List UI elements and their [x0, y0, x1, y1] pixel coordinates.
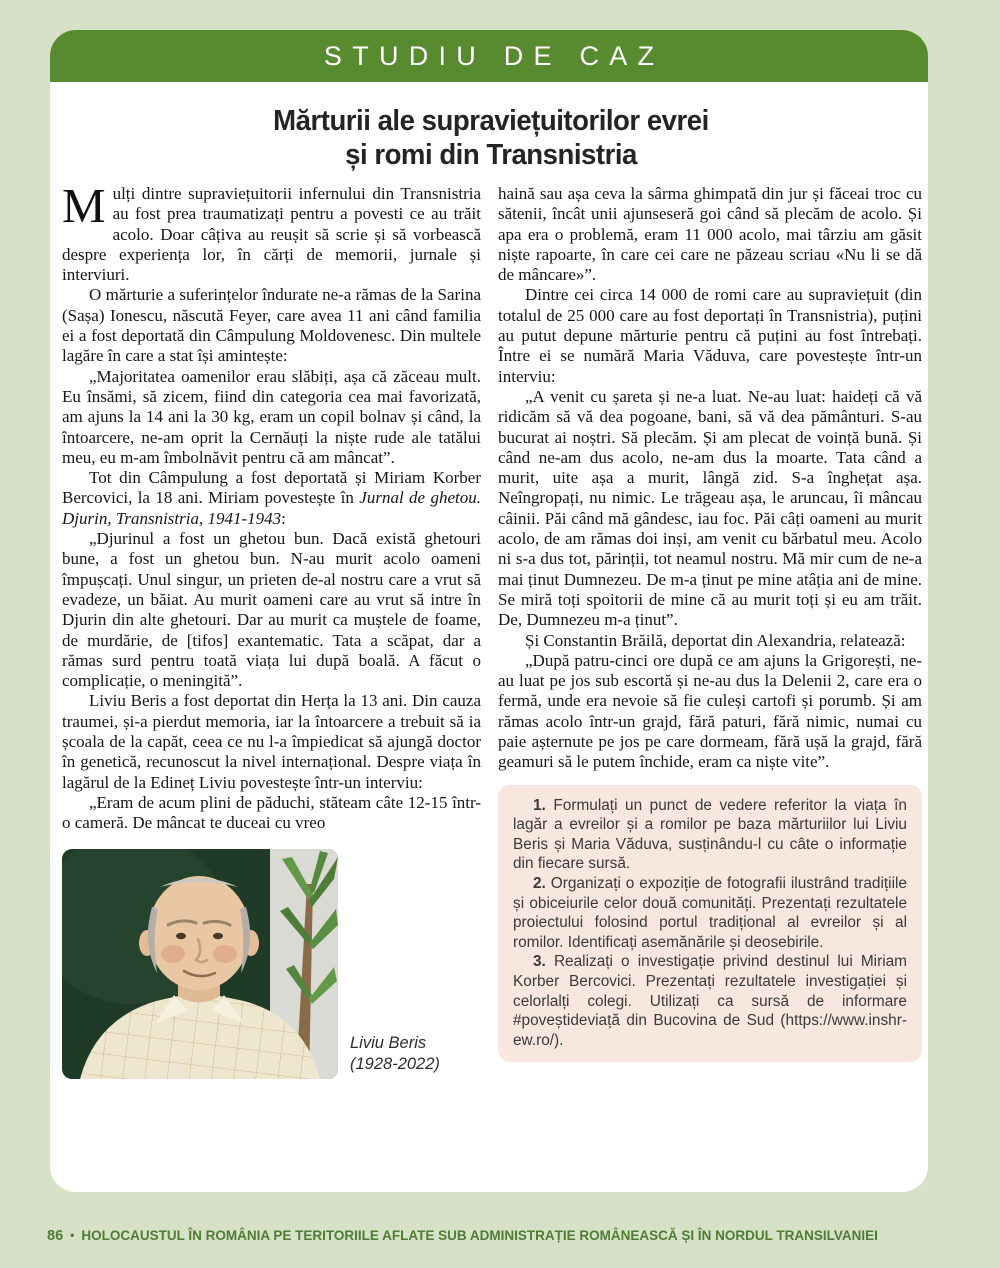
two-column-layout — [62, 178, 922, 1079]
left-column-text — [62, 178, 481, 834]
paragraph: Și Constantin Brăilă, deportat din Alexandria, relatează: — [525, 630, 906, 650]
case-study-card — [50, 30, 928, 1192]
photo-caption-name: Liviu Beris — [350, 1033, 427, 1052]
title-line-2: și romi din Transnistria — [345, 139, 637, 171]
paragraph: „Djurinul a fost un ghetou bun. Dacă există ghetouri bune, a fost un ghetou bun. N-au murit acolo oameni împușcați. Unul singur, un prieten de-al nostru care a vrut să evadeze, un băiat. Au murit oameni care au vrut să intre în Djurin din alte ghetouri. Dar au murit ca muștele de foame, de murdărie, de [tifos] exantematic. Tata a scăpat, dar a rămas surd pentru toată viața lui după boală. A făcut o complicație, o meningită”. — [62, 529, 481, 691]
tasks-box — [498, 785, 922, 1063]
title-line-1: Mărturii ale supraviețuitorilor evrei — [273, 105, 709, 137]
band-label: STUDIU DE CAZ — [323, 40, 665, 71]
paragraph: Dintre cei circa 14 000 de romi care au supraviețuit (din totalul de 25 000 care au fost deportați în Transnistria), puțini au putut depune mărturie pentru că puțini au fost întrebați. Între ei se numără Maria Văduva, care povestește într-un interviu: — [498, 285, 922, 386]
paragraph: „Eram de acum plini de păduchi, stăteam câte 12-15 într-o cameră. De mâncat te duceai cu vreo — [62, 792, 481, 833]
page-title — [83, 104, 898, 172]
photo-caption — [350, 1033, 440, 1079]
photo-caption-years: (1928-2022) — [350, 1054, 440, 1073]
paragraph: O mărturie a suferințelor îndurate ne-a rămas de la Sarina (Sașa) Ionescu, născută Feyer, care avea 11 ani când familia ei a fost deportată din Câmpulung Moldovenesc. Din multele lagăre în care a stat își amintește: — [62, 285, 481, 366]
paragraph: Mulți dintre supraviețuitorii infernului din Transnistria au fost prea traumatizați pentru a povesti ce au trăit acolo. Doar câțiva au reușit să scrie și să vorbească despre experiența lor, în cărți de memorii, jurnale și interviuri. — [62, 178, 481, 285]
card-body — [50, 82, 928, 1079]
paragraph: „A venit cu șareta și ne-a luat. Ne-au luat: haideți că vă ridicăm să vă dea pogoane, bani, să vă dea pământuri. S-au bucurat ai noștri. Să plecăm. Și am plecat de voință bună. Și când ne-am dus acolo, ne-am dus la moarte. Tata când a murit, uite așa a murit, lângă zid. S-a înghețat așa. Neîngropați, nu nimic. Le trăgeau așa, le aruncau, îi mâncau câinii. Păi când mă gândesc, iau foc. Păi câți oameni au murit acolo, de am rămas doi inși, am venit cu bărbatul meu. Acolo ni s-a dus tot, părinții, tot neamul nostru. Mă mir cum de ne-a mai ținut Dumnezeu. De m-a ținut pe mine atâția ani de mine. Se miră toți spoitorii de mine că au murit toți și eu am trăit. De, Dumnezeu m-a ținut”. — [498, 386, 922, 630]
page-number: 86 — [47, 1228, 64, 1244]
liviu-beris-photo-illustration — [62, 849, 338, 1079]
left-column — [62, 178, 481, 1079]
paragraph: „După patru-cinci ore după ce am ajuns la Grigorești, ne-au luat pe jos sub escortă și ne-au dus la Delenii 2, care era o fermă, unde era nevoie să fie culeși cartofi și porumb. Și am rămas acolo într-un grajd, fără paturi, fără nimic, numai cu paie așternute pe jos pe care dormeam, fără ușă la grajd, fără geamuri să le putem închide, eram ca niște vite”. — [498, 650, 922, 772]
footer-bullet-icon: • — [70, 1228, 75, 1242]
paragraph: Liviu Beris a fost deportat din Herța la 13 ani. Din cauza traumei, și-a pierdut memoria, iar la întoarcere a trebuit să ia școala de la capăt, ceea ce nu l-a împiedicat să ajungă doctor în genetică, recunoscut la nivel internațional. Despre viața în lagărul de la Edineț Liviu povestește într-un interviu: — [62, 691, 481, 792]
case-study-band — [50, 30, 928, 82]
page-footer — [47, 1228, 878, 1244]
right-column-text — [498, 184, 922, 773]
drop-cap: M — [62, 178, 106, 233]
right-column — [498, 184, 922, 1079]
task-item: 3. Realizați o investigație privind destinul lui Miriam Korber Bercovici. Prezentați rezultatele investigației și celorlalți colegi. Utilizați ca sursă de informare #poveștideviață din Bucovina de Sud (https://www.inshr-ew.ro/). — [513, 953, 907, 1049]
paragraph: haină sau așa ceva la sârma ghimpată din jur și făceai troc cu sătenii, încât unii ajunseseră goi când să plecăm de acolo. Și apa era o problemă, eram 11 000 acolo, mai târziu am găsit niște rapoarte, în care cei care ne păzeau scriau «Nu li se dă de mâncare»”. — [498, 184, 922, 285]
task-item: 1. Formulați un punct de vedere referitor la viața în lagăr a evreilor și a romilor pe baza mărturiilor lui Liviu Beris și Maria Văduva, susținându-l cu câte o informație din fiecare sursă. — [513, 796, 907, 873]
task-item: 2. Organizați o expoziție de fotografii ilustrând tradițiile și obiceiurile celor două comunități. Prezentați rezultatele proiectului folosind portul tradițional al evreilor și al romilor. Identificați asemănările și deosebirile. — [513, 874, 907, 951]
tasks-list — [513, 796, 907, 1051]
footer-title: HOLOCAUSTUL ÎN ROMÂNIA PE TERITORIILE AFLATE SUB ADMINISTRAȚIE ROMÂNEASCĂ ȘI ÎN NORDUL TRANSILVANIEI — [81, 1228, 878, 1243]
paragraph: Tot din Câmpulung a fost deportată și Miriam Korber Bercovici, la 18 ani. Miriam povestește în Jurnal de ghetou. Djurin, Transnistria, 1941-1943: — [62, 468, 481, 528]
figure-row — [62, 849, 481, 1079]
paragraph: „Majoritatea oamenilor erau slăbiți, așa că zăceau mult. Eu însămi, să zicem, fiind din categoria cea mai favorizată, am ajuns la 14 ani la 30 kg, eram un copil bolnav și când, la întoarcere, ne-am oprit la Cernăuți la niște rude ale tatălui meu, eu m-am îmbolnăvit pentru că am mâncat”. — [62, 366, 481, 467]
